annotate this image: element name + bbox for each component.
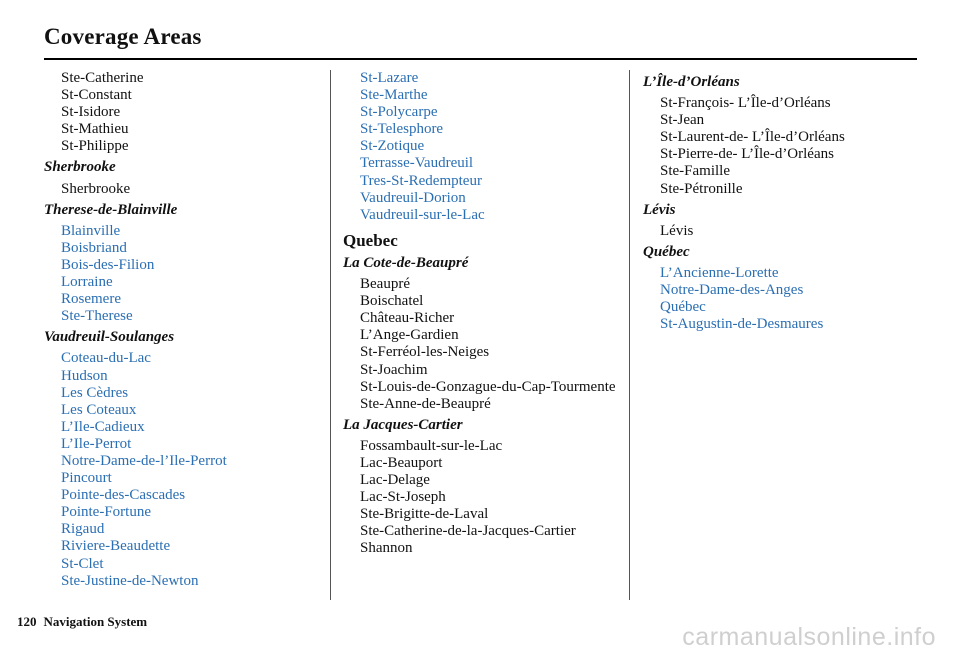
list-item: Ste-Brigitte-de-Laval: [360, 506, 489, 523]
list-item-link[interactable]: Pointe-des-Cascades: [61, 487, 186, 504]
list-item: Ste-Anne-de-Beaupré: [360, 395, 491, 412]
list-item-link[interactable]: St-Lazare: [360, 70, 419, 86]
group-quebec: [643, 244, 925, 333]
list-item: St-Mathieu: [61, 121, 129, 138]
list-item-link[interactable]: Bois-des-Filion: [61, 256, 155, 273]
list-item-link[interactable]: Québec: [660, 299, 706, 316]
list-item: Ste-Catherine: [61, 70, 144, 86]
list-item-link[interactable]: Vaudreuil-Dorion: [360, 189, 466, 206]
page-number: 120: [17, 614, 37, 629]
section-title-quebec: Quebec: [343, 230, 398, 250]
group-heading: La Jacques-Cartier: [343, 416, 463, 433]
list-item-link[interactable]: Ste-Marthe: [360, 87, 428, 104]
list-item: Lévis: [660, 222, 694, 239]
list-item: St-Louis-de-Gonzague-du-Cap-Tourmente: [360, 378, 616, 395]
title-rule: [44, 58, 917, 60]
list-item-link[interactable]: Blainville: [61, 222, 121, 239]
list-item-link[interactable]: St-Augustin-de-Desmaures: [660, 316, 824, 333]
list-item-link[interactable]: Ste-Justine-de-Newton: [61, 572, 199, 589]
list-item-link[interactable]: Notre-Dame-des-Anges: [660, 282, 804, 299]
list-item-link[interactable]: Les Cèdres: [61, 384, 129, 401]
group-heading: Sherbrooke: [44, 159, 116, 176]
group-heading: Vaudreuil-Soulanges: [44, 329, 175, 346]
group-vaudreuil-soulanges: [44, 329, 326, 589]
group-ile-d-orleans: [643, 74, 925, 198]
list-item: Fossambault-sur-le-Lac: [360, 437, 503, 454]
list-item: St-Ferréol-les-Neiges: [360, 344, 490, 361]
list-item-link[interactable]: Terrasse-Vaudreuil: [360, 155, 474, 172]
column-1: [44, 70, 326, 594]
list-item-link[interactable]: Coteau-du-Lac: [61, 350, 151, 367]
column-3: [643, 70, 925, 337]
list-item: Sherbrooke: [61, 180, 131, 197]
group-heading: Lévis: [643, 201, 676, 218]
list-item: St-Constant: [61, 87, 132, 104]
group-levis: [643, 202, 925, 240]
list-item: Ste-Pétronille: [660, 180, 743, 197]
list-item-link[interactable]: Pointe-Fortune: [61, 504, 151, 521]
page-footer: [17, 614, 147, 630]
group-heading: La Cote-de-Beaupré: [343, 254, 469, 271]
list-item: Lac-Beauport: [360, 454, 443, 471]
col2-lead-list: [343, 70, 625, 224]
group-heading: Québec: [643, 243, 690, 260]
list-item-link[interactable]: Boisbriand: [61, 239, 127, 256]
list-item: Boischatel: [360, 293, 424, 310]
column-divider-2: [629, 70, 630, 600]
list-item: Lac-St-Joseph: [360, 489, 446, 506]
list-item-link[interactable]: L’Ancienne-Lorette: [660, 264, 779, 281]
group-la-jacques-cartier: [343, 417, 625, 558]
list-item: Ste-Famille: [660, 163, 730, 180]
watermark: carmanualsonline.info: [682, 623, 936, 651]
list-item: St-Laurent-de- L’Île-d’Orléans: [660, 129, 845, 146]
list-item-link[interactable]: St-Zotique: [360, 138, 425, 155]
group-la-cote-de-beaupre: [343, 255, 625, 413]
list-item-link[interactable]: Pincourt: [61, 470, 112, 487]
col1-lead-list: [44, 70, 326, 155]
list-item-link[interactable]: Rosemere: [61, 291, 121, 308]
list-item: Beaupré: [360, 276, 410, 293]
list-item: Lac-Delage: [360, 472, 430, 489]
list-item-link[interactable]: Les Coteaux: [61, 401, 137, 418]
group-heading: L’Île-d’Orléans: [643, 74, 740, 90]
list-item: St-Joachim: [360, 361, 428, 378]
list-item-link[interactable]: L’Ile-Cadieux: [61, 418, 145, 435]
page-title: Coverage Areas: [44, 24, 202, 49]
list-item-link[interactable]: St-Polycarpe: [360, 104, 438, 121]
list-item: St-Jean: [660, 112, 705, 129]
list-item: St-Pierre-de- L’Île-d’Orléans: [660, 146, 834, 163]
list-item-link[interactable]: Lorraine: [61, 274, 113, 291]
list-item-link[interactable]: St-Clet: [61, 555, 104, 572]
group-therese-de-blainville: [44, 202, 326, 326]
list-item-link[interactable]: Vaudreuil-sur-le-Lac: [360, 206, 485, 223]
list-item: Ste-Catherine-de-la-Jacques-Cartier: [360, 523, 576, 540]
list-item: L’Ange-Gardien: [360, 327, 459, 344]
list-item-link[interactable]: Notre-Dame-de-l’Ile-Perrot: [61, 452, 227, 469]
column-2: [343, 70, 625, 562]
column-divider-1: [330, 70, 331, 600]
list-item-link[interactable]: Hudson: [61, 367, 108, 384]
list-item-link[interactable]: St-Telesphore: [360, 121, 444, 138]
group-heading: Therese-de-Blainville: [44, 201, 178, 218]
list-item-link[interactable]: Rigaud: [61, 521, 105, 538]
list-item-link[interactable]: L’Ile-Perrot: [61, 435, 132, 452]
list-item: St-Isidore: [61, 104, 121, 121]
list-item-link[interactable]: Tres-St-Redempteur: [360, 172, 482, 189]
list-item-link[interactable]: Ste-Therese: [61, 308, 133, 325]
list-item-link[interactable]: Riviere-Beaudette: [61, 538, 171, 555]
list-item: St-François- L’Île-d’Orléans: [660, 95, 831, 112]
list-item: St-Philippe: [61, 138, 129, 155]
footer-section-label: Navigation System: [43, 614, 148, 629]
group-sherbrooke: [44, 159, 326, 197]
list-item: Shannon: [360, 540, 413, 557]
list-item: Château-Richer: [360, 310, 455, 327]
